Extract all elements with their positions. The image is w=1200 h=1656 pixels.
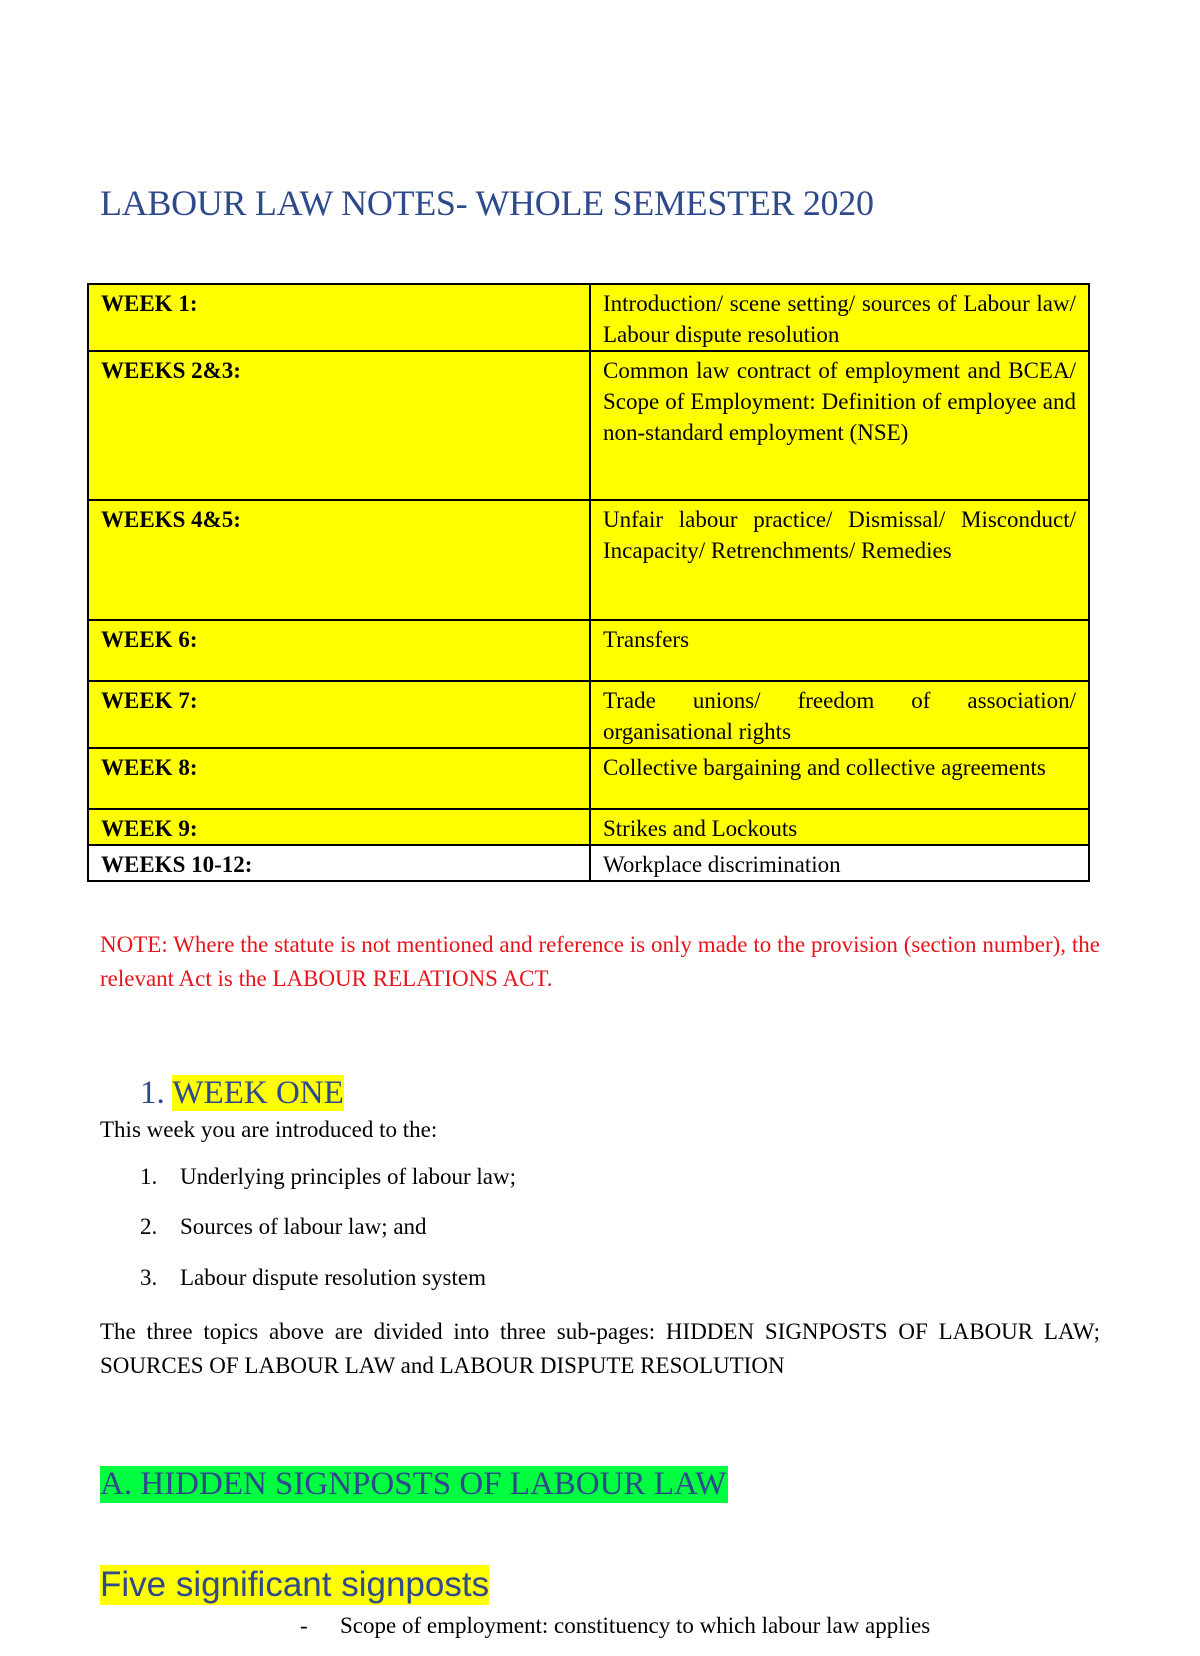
topic-cell: Common law contract of employment and BCEA/ Scope of Employment: Definition of employee and non-standard employment (NSE) [590, 351, 1089, 500]
topic-cell: Introduction/ scene setting/ sources of Labour law/ Labour dispute resolution [590, 284, 1089, 351]
table-row [88, 284, 1089, 351]
bullet-item [300, 1613, 930, 1639]
list-text: Labour dispute resolution system [180, 1265, 486, 1290]
statute-note: NOTE: Where the statute is not mentioned and reference is only made to the provision (section number), the relevant Act is the LABOUR RELATIONS ACT. [100, 932, 1100, 991]
week-cell: WEEK 7: [88, 681, 590, 748]
document-title: LABOUR LAW NOTES- WHOLE SEMESTER 2020 [100, 183, 874, 223]
list-text: Sources of labour law; and [180, 1214, 427, 1239]
schedule-table [87, 283, 1090, 882]
week-cell: WEEK 8: [88, 748, 590, 809]
topic-cell: Transfers [590, 620, 1089, 681]
week-cell: WEEKS 4&5: [88, 500, 590, 620]
table-row [88, 681, 1089, 748]
week-cell: WEEKS 10-12: [88, 845, 590, 881]
week-cell: WEEK 6: [88, 620, 590, 681]
topic-cell: Collective bargaining and collective agreements [590, 748, 1089, 809]
table-row [88, 351, 1089, 500]
week-cell: WEEK 1: [88, 284, 590, 351]
list-number: 3. [140, 1265, 158, 1290]
week-cell: WEEKS 2&3: [88, 351, 590, 500]
topic-cell: Workplace discrimination [590, 845, 1089, 881]
table-row [88, 500, 1089, 620]
section-heading-week-one [140, 1075, 344, 1112]
table-row [88, 748, 1089, 809]
list-item [140, 1164, 516, 1190]
bullet-text: Scope of employment: constituency to which labour law applies [340, 1613, 931, 1638]
section-number: 1. [140, 1075, 165, 1111]
topics-paragraph: The three topics above are divided into three sub-pages: HIDDEN SIGNPOSTS OF LABOUR LAW; SOURCES OF LABOUR LAW and LABOUR DISPUTE RESOLUTION [100, 1319, 1100, 1378]
list-number: 2. [140, 1214, 158, 1239]
table-row [88, 845, 1089, 881]
topic-cell: Strikes and Lockouts [590, 809, 1089, 845]
section-heading-text: WEEK ONE [172, 1075, 344, 1111]
table-row [88, 620, 1089, 681]
topic-cell: Unfair labour practice/ Dismissal/ Misconduct/ Incapacity/ Retrenchments/ Remedies [590, 500, 1089, 620]
topic-cell: Trade unions/ freedom of association/ organisational rights [590, 681, 1089, 748]
section-heading-hidden-signposts: A. HIDDEN SIGNPOSTS OF LABOUR LAW [100, 1466, 727, 1502]
list-item [140, 1214, 427, 1240]
week-cell: WEEK 9: [88, 809, 590, 845]
list-item [140, 1265, 486, 1291]
list-text: Underlying principles of labour law; [180, 1164, 516, 1189]
bullet-dash: - [300, 1613, 308, 1638]
list-number: 1. [140, 1164, 158, 1189]
table-row [88, 809, 1089, 845]
intro-text: This week you are introduced to the: [100, 1117, 438, 1142]
subheading-five-signposts: Five significant signposts [100, 1565, 490, 1604]
